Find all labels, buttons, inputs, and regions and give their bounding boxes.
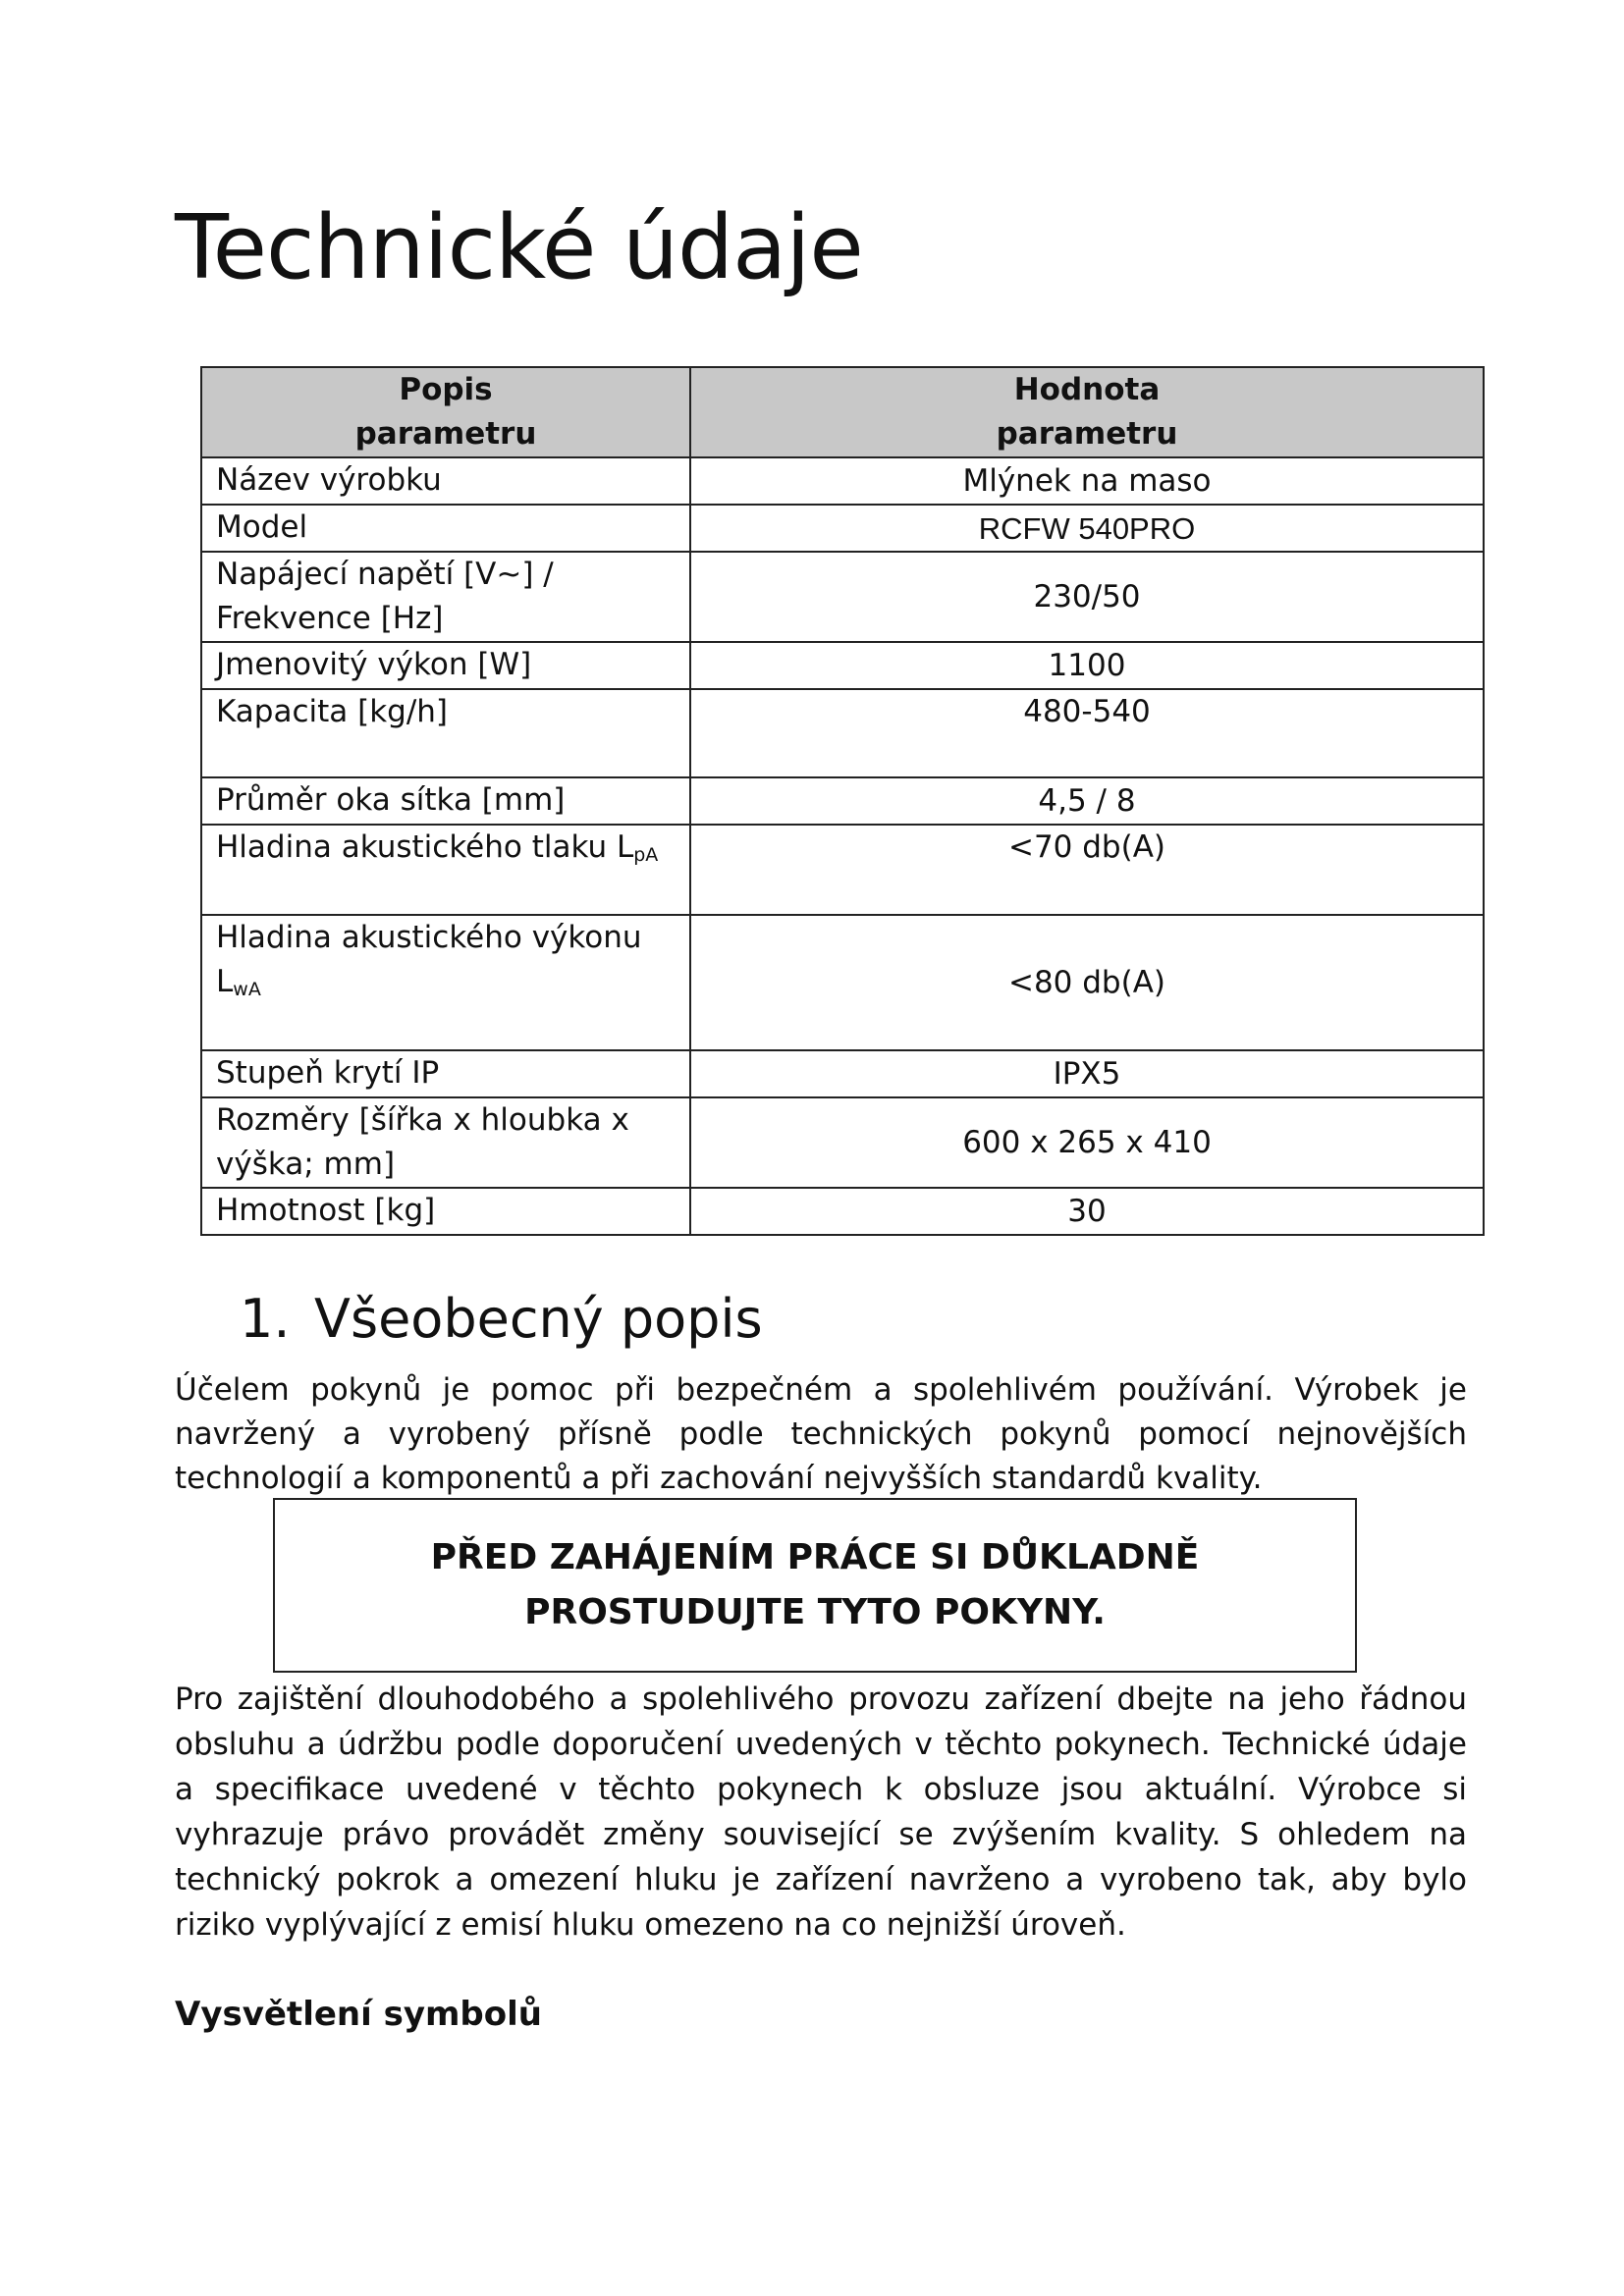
intro-paragraph: Účelem pokynů je pomoc při bezpečném a spolehlivém používání. Výrobek je navržený a vyrobený přísně podle technických pokynů pomocí nejnovějších technologií a komponentů a při zachování nejvyšších standardů kvality. xyxy=(175,1372,1467,1496)
section-title: Všeobecný popis xyxy=(314,1288,763,1350)
table-row xyxy=(201,505,1484,552)
row-value: IPX5 xyxy=(690,1050,1484,1097)
row-value: 230/50 xyxy=(690,552,1484,642)
table-row xyxy=(201,1050,1484,1097)
table-row xyxy=(201,457,1484,505)
table-row xyxy=(201,1097,1484,1188)
row-label: Název výrobku xyxy=(201,457,690,505)
row-label: Kapacita [kg/h] xyxy=(201,689,690,777)
row-value: 30 xyxy=(690,1188,1484,1235)
warning-box xyxy=(273,1498,1357,1673)
row-value: <80 db(A) xyxy=(690,915,1484,1050)
row-label: Model xyxy=(201,505,690,552)
row-label: Stupeň krytí IP xyxy=(201,1050,690,1097)
row-value: 480-540 xyxy=(690,689,1484,777)
section-number: 1. xyxy=(240,1288,291,1350)
row-value: <70 db(A) xyxy=(690,825,1484,915)
row-value: Mlýnek na maso xyxy=(690,457,1484,505)
row-value: 600 x 265 x 410 xyxy=(690,1097,1484,1188)
symbols-heading: Vysvětlení symbolů xyxy=(175,1995,542,2034)
header-description: Popis parametru xyxy=(201,367,690,457)
row-label: Hladina akustického tlaku $L_{pA}$ xyxy=(201,825,690,915)
row-value: 1100 xyxy=(690,642,1484,689)
row-label: Hladina akustického výkonu $L_{wA}$ xyxy=(201,915,690,1050)
section-heading xyxy=(240,1288,763,1350)
warning-line: PŘED ZAHÁJENÍM PRÁCE SI DŮKLADNĚ xyxy=(430,1537,1200,1577)
table-row xyxy=(201,642,1484,689)
page-title: Technické údaje xyxy=(175,196,863,299)
header-value: Hodnota parametru xyxy=(690,367,1484,457)
row-label: Jmenovitý výkon [W] xyxy=(201,642,690,689)
table-row xyxy=(201,552,1484,642)
table-row xyxy=(201,777,1484,825)
row-label: Napájecí napětí [V~] / Frekvence [Hz] xyxy=(201,552,690,642)
table-row xyxy=(201,825,1484,915)
table-header-row xyxy=(201,367,1484,457)
warning-line: PROSTUDUJTE TYTO POKYNY. xyxy=(524,1592,1106,1632)
row-value: RCFW 540PRO xyxy=(690,505,1484,552)
table-row xyxy=(201,915,1484,1050)
table-row xyxy=(201,1188,1484,1235)
row-value: 4,5 / 8 xyxy=(690,777,1484,825)
body-paragraph: Pro zajištění dlouhodobého a spolehlivého provozu zařízení dbejte na jeho řádnou obsluhu a údržbu podle doporučení uvedených v těchto pokynech. Technické údaje a specifikace uvedené v těchto pokynech k obsluze jsou aktuální. Výrobce si vyhrazuje právo provádět změny související se zvýšením kvality. S ohledem na technický pokrok a omezení hluku je zařízení navrženo a vyrobeno tak, aby bylo riziko vyplývající z emisí hluku omezeno na co nejnižší úroveň. xyxy=(175,1682,1467,1943)
row-label: Rozměry [šířka x hloubka x výška; mm] xyxy=(201,1097,690,1188)
row-label: Hmotnost [kg] xyxy=(201,1188,690,1235)
table-row xyxy=(201,689,1484,777)
row-label: Průměr oka sítka [mm] xyxy=(201,777,690,825)
technical-data-table xyxy=(200,366,1485,1236)
